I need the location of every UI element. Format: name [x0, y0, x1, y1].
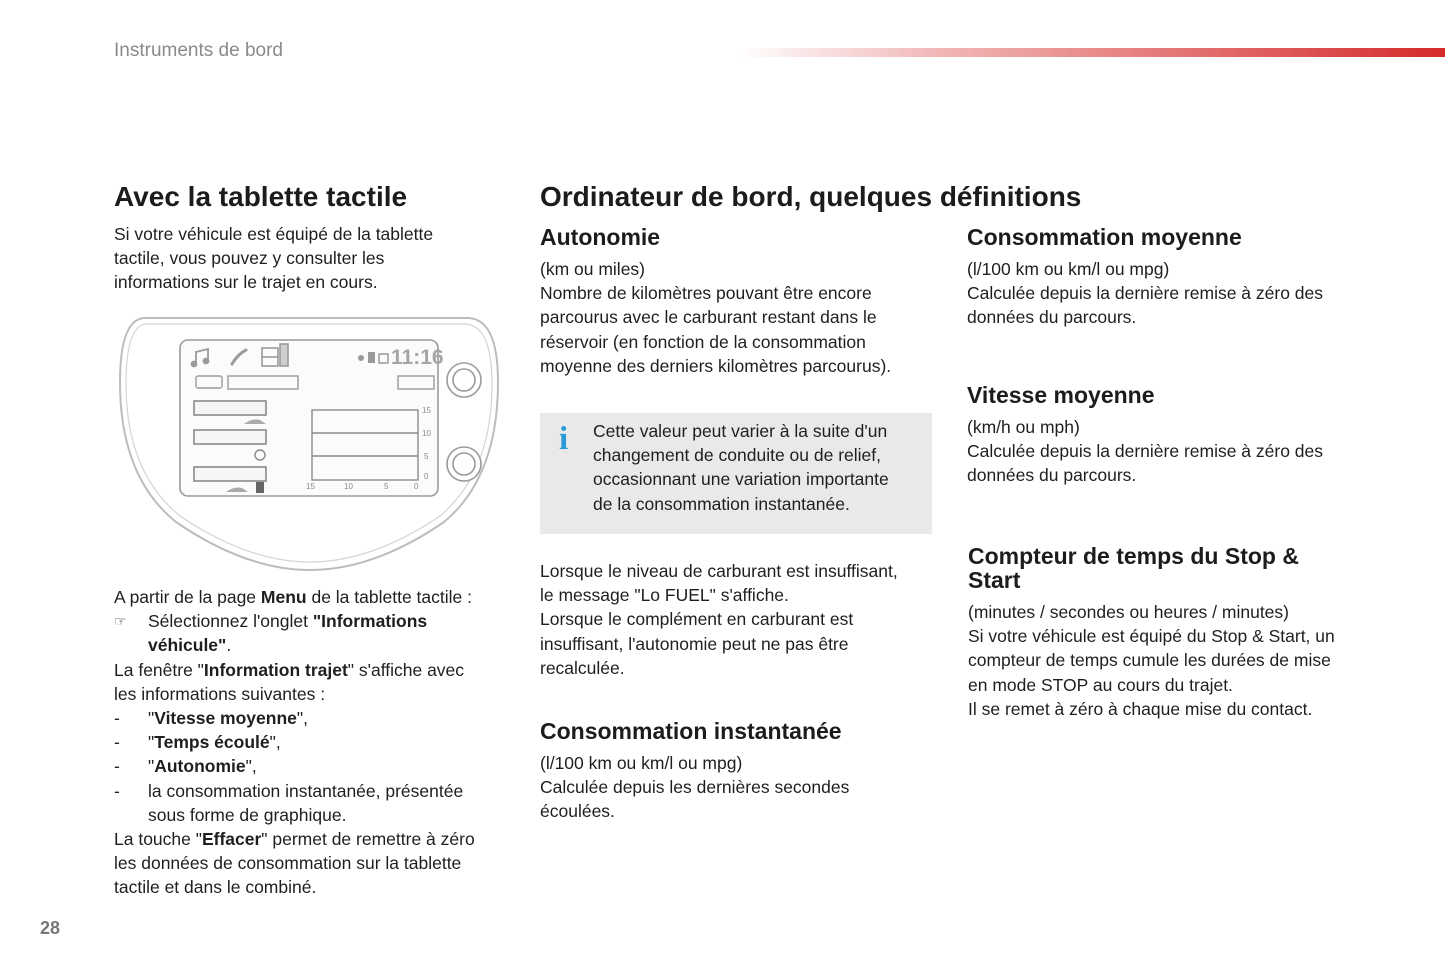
screen-clock: 11:16: [391, 346, 444, 369]
value-box-range: [194, 467, 266, 481]
touch-tablet-illustration: [114, 312, 506, 574]
vitesse-heading: Vitesse moyenne: [967, 382, 1155, 408]
page-number: 28: [40, 918, 61, 938]
section-header: Instruments de bord: [114, 40, 283, 61]
list-item: - la consommation instantanée, présentée: [114, 780, 464, 801]
graph-tick-right: 5: [424, 452, 429, 461]
value-box-speed: [194, 401, 266, 415]
graph-tick-bottom: 10: [344, 482, 353, 491]
fuel-warning-text: Lorsque le niveau de carburant est insuffisant, le message "Lo FUEL" s'affiche. Lorsque le complément en carburant est insuffisant, l'autonomie peut ne pas être recalculée.: [540, 561, 898, 678]
conso-inst-text: (l/100 km ou km/l ou mpg) Calculée depuis les dernières secondes écoulées.: [540, 753, 850, 822]
info-note-box: [540, 413, 932, 534]
autonomie-text: (km ou miles) Nombre de kilomètres pouvant être encore parcourus avec le carburant restant dans le réservoir (en fonction de la consommation moyenne des derniers kilomètres parcourus).: [540, 259, 892, 376]
header-accent-bar: [735, 48, 1445, 57]
intro-line: tactile, vous pouvez y consulter les: [114, 248, 385, 269]
list-item: - "Vitesse moyenne",: [114, 708, 308, 729]
left-intro: [114, 222, 433, 295]
graph-tick-bottom: 0: [414, 482, 419, 491]
middle-title: Ordinateur de bord, quelques définitions: [540, 181, 1082, 212]
info-note-text: Cette valeur peut varier à la suite d'un changement de conduite ou de relief, occasionnant une variation importante de la consommation instantanée.: [593, 421, 889, 514]
tuning-knob: [447, 447, 481, 481]
list-item: - "Autonomie",: [114, 756, 257, 777]
autonomie-heading: Autonomie: [540, 224, 661, 250]
left-instructions: A partir de la page Menu de la tablette tactile : ☞ Sélectionnez l'onglet "Informations véhicule". La fenêtre "Information trajet" s'affiche avec les informations suivantes : - "Vitesse moyenne", - "Temps écoulé", - "Autonomie", - la consommation instantanée, présentée sous forme de graphique. La touche "Effacer" permet de remettre à zéro les données de consommation sur la tablette tactile et dans le combiné.: [114, 587, 475, 898]
conso-moy-text: (l/100 km ou km/l ou mpg) Calculée depuis la dernière remise à zéro des données du parcours.: [967, 259, 1324, 328]
graph-tick-bottom: 5: [384, 482, 389, 491]
graph-tick-right: 15: [422, 406, 431, 415]
intro-line: informations sur le trajet en cours.: [114, 272, 378, 293]
vitesse-text: (km/h ou mph) Calculée depuis la dernière remise à zéro des données du parcours.: [967, 417, 1324, 486]
intro-line: Si votre véhicule est équipé de la tablette: [114, 224, 434, 244]
info-icon: i: [559, 421, 569, 457]
graph-tick-right: 10: [422, 429, 431, 438]
conso-moy-heading: Consommation moyenne: [967, 224, 1242, 250]
graph-tick-bottom: 15: [306, 482, 315, 491]
value-box-time: [194, 430, 266, 444]
volume-knob: [447, 363, 481, 397]
list-item: - "Temps écoulé",: [114, 732, 281, 753]
stop-start-text: (minutes / secondes ou heures / minutes) Si votre véhicule est équipé du Stop & Start, un compteur de temps cumule les durées de mise en mode STOP au cours du trajet. Il se remet à zéro à chaque mise du contact.: [968, 602, 1335, 719]
hand-pointer-icon: ☞: [114, 613, 127, 630]
conso-inst-heading: Consommation instantanée: [540, 718, 842, 744]
left-title: Avec la tablette tactile: [114, 181, 408, 212]
fuel-icon: [256, 482, 264, 493]
stop-start-heading: Compteur de temps du Stop & Start: [968, 543, 1299, 593]
graph-tick-right: 0: [424, 472, 429, 481]
